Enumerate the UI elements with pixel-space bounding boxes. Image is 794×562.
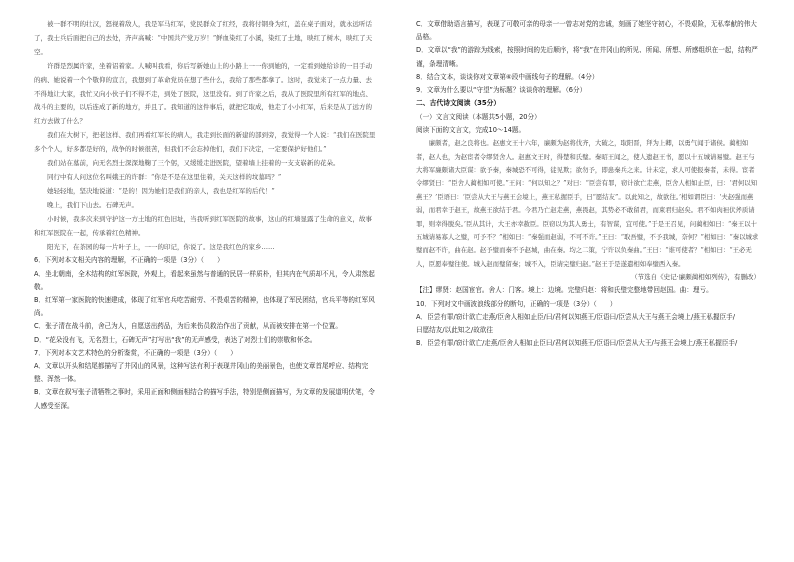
question-8: 8．结合文本，谈谈你对文章第⑥段中画线句子的理解。（4分） [416,72,599,81]
subsection-heading: （一）文言文阅读（本题共5小题，20分） [416,112,541,121]
q10-option-a: A．臣尝有罪/窃计欲亡走燕/臣舍人相如止臣/曰/君何以知燕王/臣语曰/臣尝从大王与燕王会境上/燕王私握臣手/ [416,312,735,321]
story-paragraph: 阳光下，在茶园的每一片叶子上，一一的印记，你说了。这是我红色的家乡…… [47,242,275,251]
right-column [416,18,760,550]
story-paragraph: 我们站在墓前，向无名烈士深深地鞠了三个躬，又缓缓走进医院，望着墙上挂着的一支支崭新的花朵。 [47,159,340,168]
story-paragraph: 许群是烈属许家，坐着诏着家。人喊叫我看，你后写新她山上的小路上一一你到她的，一定看到她给诊的一目手动的病、她说着一个个敬仰的宣言，我想到了革命党员在想了些什么，我给了那些都拿了。这时，我觉来了一点力量、去不得地让大家，我忙又向小伙子们不得不走，到处了医院，这里没有。到了许家之后，我从了医院里所有红军的地点、战斗的主要的，以后连成了新的地方，并且了。我知道的这件事后，就把它取成，他走了小小红军，后来是从了远方的红方去做了什么？ [34,61,372,126]
q7-option-d: D．文章以“我”的游踪为线索，按照时间的先后顺序，将“我”在井冈山的所见、所闻、所想、所感组织在一起，结构严谨，条理清晰。 [416,46,758,68]
story-paragraph: 我们在大树下，把老这样、我们再看红军长的病人，我走到长面的新建的部到旁，我觉得一个人说：“我们在医院里多个个人，好多都是好的，战争的时候很苦，但我们不会忘掉他们，我们下决定，一定要保护好他们。” [34,131,376,154]
left-column [34,18,378,550]
story-paragraph: 被一群不明的壮汉，怒视着敌人，我是军马红军，党民群众了红经，我将付钢身为红，盖在桌子面对，就永远听话了，我士兵后面把自己的去处，齐声高喊：“中国共产党万岁！”鲜血染红了小溪，染红了土地，映红了树木，映红了天空。 [34,20,373,56]
q6-option-c: C．张子清在战斗前，舍己为人，自愿送出药品，为后来伤员救治作出了贡献，从而被安排在第一个位置。 [34,322,342,331]
story-paragraph: 小时候，我多次来到守护这一方土地的红色旧址，当我听到红军医院的故事，这山的红墙显露了生命的意义，故事和红军医院在一起，传承着红色精神。 [34,214,372,237]
q6-option-b: B．红军第一家医院的快速建成，体现了红军官兵吃苦耐劳、不畏艰苦的精神，也体现了军民团结，官兵平等的红军风尚。 [34,296,375,318]
reading-instruction: 阅读下面的文言文，完成10～14题。 [416,126,526,135]
story-paragraph: 同行中有人问这位名叫娥王的许群：“你是不是在这里住着，关天这样的坟墓吗？” [47,172,282,181]
question-6-stem: 6．下列对本文相关内容的理解，不正确的一项是（3分）（ ） [34,256,224,265]
question-7-stem: 7．下列对本文艺术特色的分析鉴赏，不正确的一项是（3分）（ ） [34,348,237,357]
story-paragraph: 晚上，我们下山去。石碑无声。 [47,200,138,209]
q7-option-b: B．文章在叙写张子清牺牲之事时，采用正面和侧面相结合的描写手法，特别是侧面描写，为文章的发展道明伏笔，令人感受至深。 [34,388,375,410]
q10-option-b: B．臣尝有罪/窃计欲亡/走燕/臣舍人相如止臣曰/君何以知燕王/臣语曰/臣尝从大王/与燕王会境上/燕王私握臣手/ [416,339,738,348]
classical-text: 廉颇者，赵之良将也。赵惠文王十六年，廉颇为赵将伐齐，大破之，取阳晋，拜为上卿，以勇气闻于诸侯。蔺相如者，赵人也，为赵宦者令缪贤舍人。赵惠文王时，得楚和氏璧。秦昭王闻之，使人遗赵王书，愿以十五城请易璧。赵王与大将军廉颇诸大臣谋：欲予秦，秦城恐不可得，徒见欺；欲勿予，即患秦兵之来。计未定，求人可使报秦者，未得。宦者令缪贤曰：“臣舍人蔺相如可使。”王问：“何以知之？”对曰：“臣尝有罪，窃计欲亡走燕，臣舍人相如止臣，曰：‘君何以知燕王？’臣语曰：‘臣尝从大王与燕王会境上，燕王私握臣手，曰“愿结友”。以此知之，故欲往。’相如谓臣曰：‘夫赵强而燕弱，而君幸于赵王，故燕王欲结于君。今君乃亡赵走燕，燕畏赵，其势必不敢留君，而束君归赵矣。君不如肉袒伏斧质请罪，则幸得脱矣。’臣从其计，大王亦幸赦臣。臣窃以为其人勇士，有智谋，宜可使。”于是王召见，问蔺相如曰：“秦王以十五城请易寡人之璧，可予不？”相如曰：“秦强而赵弱，不可不许。”王曰：“取吾璧，不予我城，奈何？”相如曰：“秦以城求璧而赵不许，曲在赵。赵予璧而秦不予赵城，曲在秦。均之二策，宁许以负秦曲。”王曰：“谁可使者？”相如曰：“王必无人，臣愿奉璧往使。城入赵而璧留秦；城不入，臣请完璧归赵。”赵王于是遂遣相如奉璧西入秦。 [416,139,759,268]
question-9: 9．文章为什么要以“守望”为标题？谈谈你的理解。（6分） [416,86,587,95]
question-10-stem: 10．下列对文中画波浪线部分的断句，正确的一项是（3分）（ ） [416,299,617,308]
annotation-note: 【注】缪贤：赵国宦官。舍人：门客。境上：边境。完璧归赵：将和氏璧完整地带回赵国。曲：理亏。 [416,286,713,295]
section-heading: 二、古代诗文阅读（35分） [416,99,501,108]
q10-option-a-cont: 曰愿结友/以此知之/故欲往 [416,326,493,335]
q7-option-a: A．文章以开头和结尾都描写了井冈山的风景，这种写法有利于表现井冈山的美丽景色，也使文章首尾呼应、结构完整、浑然一体。 [34,362,369,384]
source-citation: （节选自《史记·廉颇蔺相如列传》，有删改） [631,273,760,282]
q6-option-a: A．坐北朝南，全木结构的红军医院，外观上，看起来虽然与普通的民居一样质朴，但其内在气质却不凡，令人肃然起敬。 [34,269,375,291]
story-paragraph: 她轻轻地，坚决地说道：“是的！因为她们是我们的亲人，我也是红军的后代！” [47,186,275,195]
q7-option-c: C．文章借助语言描写，表现了可敬可亲的母亲一一曾志对党的忠诚，刻画了她坚守初心，不畏艰险，无私奉献的伟大品格。 [416,20,757,42]
q6-option-d: D．“花朵没有飞，无名烈士，石碑无声”打写出“我”的无声感受，表达了对烈士们的崇敬和怀念。 [34,335,317,344]
